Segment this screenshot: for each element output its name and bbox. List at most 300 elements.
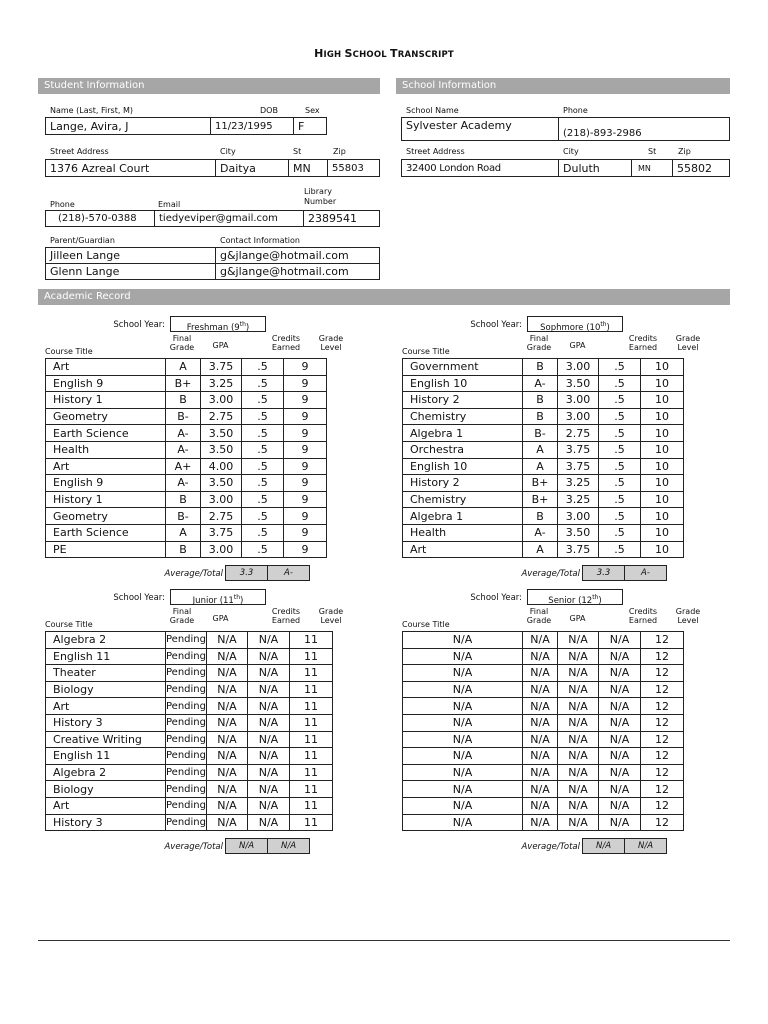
final-grade-cell: A- (166, 425, 201, 442)
course-title-cell: N/A (403, 814, 523, 831)
gpa-cell: 3.50 (558, 524, 599, 541)
table-row (403, 632, 684, 649)
grade-level-cell: 11 (289, 648, 332, 665)
course-title-cell: N/A (403, 698, 523, 715)
guardian-name-2: Glenn Lange (45, 263, 216, 280)
gpa-cell: N/A (206, 781, 247, 798)
table-row (46, 781, 333, 798)
gpa-cell: 3.50 (201, 425, 242, 442)
course-title-cell: Creative Writing (46, 731, 166, 748)
gpa-cell: N/A (558, 714, 599, 731)
grade-level-cell: 12 (641, 764, 684, 781)
table-row (46, 408, 327, 425)
gpa-cell: 3.75 (558, 541, 599, 558)
school-year-label: School Year: (113, 320, 165, 330)
gpa-cell: N/A (206, 731, 247, 748)
guardian-contact-2: g&jlange@hotmail.com (215, 263, 380, 280)
credits-earned-cell: .5 (242, 359, 284, 376)
email-label: Email (158, 200, 181, 209)
grade-level-cell: 9 (284, 392, 327, 409)
final-grade-cell: Pending (166, 648, 207, 665)
credits-earned-cell: N/A (599, 781, 641, 798)
credits-earned-cell: .5 (242, 508, 284, 525)
grade-level-cell: 12 (641, 748, 684, 765)
final-grade-cell: B+ (523, 475, 558, 492)
credits-earned-cell: .5 (599, 541, 641, 558)
school-name-field: Sylvester Academy (401, 117, 559, 141)
sophomore-grades-table (402, 358, 684, 558)
school-street-field: 32400 London Road (401, 159, 559, 177)
final-grade-cell: B (523, 359, 558, 376)
grade-level-cell: 12 (641, 632, 684, 649)
page-title: HIGH SCHOOL TRANSCRIPT (314, 47, 454, 60)
table-row (403, 797, 684, 814)
final-grade-header: Final Grade (526, 334, 552, 352)
school-zip-label: Zip (678, 147, 691, 156)
table-row (46, 441, 327, 458)
grade-level-header: Grade Level (318, 334, 344, 352)
grade-level-cell: 10 (641, 392, 684, 409)
grade-level-header: Grade Level (318, 607, 344, 625)
table-row (46, 731, 333, 748)
grade-level-cell: 11 (289, 632, 332, 649)
table-row (46, 524, 327, 541)
st-field: MN (288, 159, 328, 177)
table-row (46, 375, 327, 392)
gpa-cell: N/A (206, 814, 247, 831)
final-grade-cell: N/A (523, 632, 558, 649)
final-grade-cell: A (523, 541, 558, 558)
gpa-cell: N/A (558, 781, 599, 798)
grade-level-header: Grade Level (675, 607, 701, 625)
senior-year-box: Senior (12th) (527, 589, 623, 605)
gpa-cell: N/A (558, 748, 599, 765)
table-row (403, 698, 684, 715)
grade-level-cell: 9 (284, 425, 327, 442)
credits-earned-cell: .5 (242, 458, 284, 475)
grade-level-cell: 11 (289, 731, 332, 748)
table-row (403, 458, 684, 475)
credits-header: Credits Earned (271, 334, 301, 352)
final-grade-cell: A+ (166, 458, 201, 475)
gpa-cell: 3.50 (201, 475, 242, 492)
student-information-header: Student Information (38, 78, 380, 94)
gpa-cell: N/A (558, 632, 599, 649)
gpa-cell: 3.00 (201, 541, 242, 558)
junior-grades-table (45, 631, 333, 831)
sophomore-avg-grade: A- (624, 565, 667, 581)
table-row (46, 491, 327, 508)
credits-earned-cell: N/A (247, 731, 289, 748)
course-title-cell: Geometry (46, 408, 166, 425)
final-grade-cell: Pending (166, 764, 207, 781)
grade-level-cell: 10 (641, 375, 684, 392)
final-grade-cell: Pending (166, 781, 207, 798)
name-label: Name (Last, First, M) (50, 106, 133, 115)
course-title-cell: Chemistry (403, 408, 523, 425)
grade-level-cell: 10 (641, 458, 684, 475)
freshman-year-box: Freshman (9th) (170, 316, 266, 332)
gpa-cell: 3.00 (201, 392, 242, 409)
credits-header: Credits Earned (628, 334, 658, 352)
library-field: 2389541 (303, 210, 380, 227)
final-grade-cell: B (166, 541, 201, 558)
gpa-cell: N/A (206, 632, 247, 649)
credits-earned-cell: N/A (247, 714, 289, 731)
final-grade-cell: Pending (166, 714, 207, 731)
grade-level-cell: 11 (289, 797, 332, 814)
credits-earned-cell: N/A (599, 648, 641, 665)
table-row (403, 781, 684, 798)
email-field: tiedyeviper@gmail.com (154, 210, 304, 227)
credits-earned-cell: N/A (599, 665, 641, 682)
course-title-cell: History 2 (403, 475, 523, 492)
gpa-cell: N/A (558, 764, 599, 781)
freshman-avg-grade: A- (267, 565, 310, 581)
grade-level-cell: 9 (284, 458, 327, 475)
final-grade-cell: A- (166, 475, 201, 492)
course-title-cell: History 1 (46, 392, 166, 409)
course-title-cell: Earth Science (46, 524, 166, 541)
table-row (403, 392, 684, 409)
table-row (46, 458, 327, 475)
table-row (46, 475, 327, 492)
school-phone-label: Phone (563, 106, 588, 115)
course-title-cell: English 11 (46, 648, 166, 665)
table-row (403, 508, 684, 525)
phone-label: Phone (50, 200, 75, 209)
final-grade-cell: B (523, 392, 558, 409)
final-grade-cell: Pending (166, 814, 207, 831)
gpa-cell: 4.00 (201, 458, 242, 475)
course-title-cell: Algebra 1 (403, 425, 523, 442)
table-row (403, 425, 684, 442)
grade-level-cell: 12 (641, 731, 684, 748)
grade-level-cell: 11 (289, 665, 332, 682)
final-grade-cell: A (166, 359, 201, 376)
gpa-header: GPA (212, 341, 229, 350)
final-grade-header: Final Grade (169, 334, 195, 352)
school-st-label: St (648, 147, 657, 156)
final-grade-cell: Pending (166, 797, 207, 814)
credits-earned-cell: .5 (242, 375, 284, 392)
gpa-cell: 3.25 (558, 491, 599, 508)
course-title-cell: English 10 (403, 458, 523, 475)
final-grade-cell: A- (523, 375, 558, 392)
credits-earned-cell: N/A (247, 797, 289, 814)
gpa-cell: N/A (558, 698, 599, 715)
course-title-cell: N/A (403, 748, 523, 765)
guardian-label: Parent/Guardian (50, 236, 115, 245)
credits-earned-cell: .5 (242, 491, 284, 508)
grade-level-cell: 10 (641, 508, 684, 525)
credits-earned-cell: N/A (247, 698, 289, 715)
gpa-cell: 3.75 (201, 359, 242, 376)
credits-earned-cell: .5 (242, 524, 284, 541)
credits-earned-cell: .5 (242, 541, 284, 558)
library-label: Library Number (304, 187, 337, 206)
course-title-cell: N/A (403, 681, 523, 698)
credits-earned-cell: N/A (247, 648, 289, 665)
grade-level-cell: 9 (284, 375, 327, 392)
final-grade-cell: A (523, 458, 558, 475)
gpa-cell: 3.50 (201, 441, 242, 458)
grade-level-cell: 11 (289, 681, 332, 698)
grade-level-cell: 9 (284, 508, 327, 525)
credits-earned-cell: N/A (247, 781, 289, 798)
credits-earned-cell: .5 (599, 425, 641, 442)
final-grade-cell: N/A (523, 781, 558, 798)
grade-level-cell: 10 (641, 524, 684, 541)
school-year-label: School Year: (113, 593, 165, 603)
final-grade-cell: A (166, 524, 201, 541)
gpa-cell: 3.25 (558, 475, 599, 492)
zip-label: Zip (333, 147, 346, 156)
credits-earned-cell: N/A (599, 731, 641, 748)
course-title-cell: Algebra 1 (403, 508, 523, 525)
course-title-cell: Theater (46, 665, 166, 682)
grade-level-cell: 12 (641, 797, 684, 814)
course-title-cell: Government (403, 359, 523, 376)
course-title-cell: English 9 (46, 375, 166, 392)
credits-earned-cell: .5 (242, 441, 284, 458)
credits-earned-cell: N/A (247, 748, 289, 765)
course-title-cell: PE (46, 541, 166, 558)
credits-earned-cell: N/A (247, 665, 289, 682)
school-zip-field: 55802 (672, 159, 730, 177)
table-row (403, 491, 684, 508)
final-grade-cell: N/A (523, 764, 558, 781)
table-row (403, 731, 684, 748)
course-title-cell: Chemistry (403, 491, 523, 508)
gpa-cell: N/A (558, 681, 599, 698)
st-label: St (293, 147, 302, 156)
course-title-cell: Art (46, 359, 166, 376)
junior-avg-gpa: N/A (225, 838, 268, 854)
credits-earned-cell: .5 (599, 491, 641, 508)
table-row (46, 714, 333, 731)
gpa-cell: N/A (558, 648, 599, 665)
average-total-label: Average/Total (164, 842, 223, 852)
grade-level-cell: 11 (289, 814, 332, 831)
grade-level-cell: 10 (641, 425, 684, 442)
table-row (403, 441, 684, 458)
final-grade-cell: B+ (166, 375, 201, 392)
course-title-header: Course Title (402, 347, 450, 356)
final-grade-cell: Pending (166, 632, 207, 649)
course-title-cell: English 9 (46, 475, 166, 492)
gpa-cell: 2.75 (201, 408, 242, 425)
grade-level-cell: 12 (641, 648, 684, 665)
freshman-grades-table (45, 358, 327, 558)
table-row (46, 359, 327, 376)
grade-level-cell: 9 (284, 408, 327, 425)
gpa-cell: N/A (206, 648, 247, 665)
course-title-cell: English 10 (403, 375, 523, 392)
school-information-header: School Information (396, 78, 730, 94)
grade-level-cell: 10 (641, 475, 684, 492)
course-title-cell: History 3 (46, 714, 166, 731)
final-grade-cell: Pending (166, 665, 207, 682)
course-title-cell: N/A (403, 731, 523, 748)
final-grade-cell: N/A (523, 748, 558, 765)
school-phone-field: (218)-893-2986 (558, 117, 730, 141)
grade-level-cell: 10 (641, 541, 684, 558)
table-row (403, 764, 684, 781)
name-field: Lange, Avira, J (45, 117, 211, 135)
course-title-cell: History 2 (403, 392, 523, 409)
credits-earned-cell: .5 (242, 425, 284, 442)
course-title-cell: Earth Science (46, 425, 166, 442)
gpa-cell: 3.25 (201, 375, 242, 392)
course-title-cell: N/A (403, 632, 523, 649)
gpa-cell: 3.50 (558, 375, 599, 392)
table-row (403, 475, 684, 492)
table-row (403, 681, 684, 698)
final-grade-cell: B- (523, 425, 558, 442)
credits-earned-cell: N/A (247, 632, 289, 649)
school-st-field: MN (631, 159, 673, 177)
table-row (403, 359, 684, 376)
guardian-contact-1: g&jlange@hotmail.com (215, 247, 380, 264)
course-title-cell: N/A (403, 797, 523, 814)
junior-avg-grade: N/A (267, 838, 310, 854)
course-title-cell: N/A (403, 764, 523, 781)
average-total-label: Average/Total (164, 569, 223, 579)
course-title-cell: History 1 (46, 491, 166, 508)
freshman-avg-gpa: 3.3 (225, 565, 268, 581)
table-row (403, 648, 684, 665)
credits-earned-cell: .5 (599, 408, 641, 425)
school-city-label: City (563, 147, 579, 156)
course-title-cell: N/A (403, 714, 523, 731)
table-row (403, 541, 684, 558)
table-row (46, 541, 327, 558)
dob-label: DOB (260, 106, 278, 115)
senior-grades-table (402, 631, 684, 831)
gpa-cell: N/A (206, 748, 247, 765)
grade-level-cell: 12 (641, 681, 684, 698)
course-title-cell: Art (403, 541, 523, 558)
final-grade-cell: N/A (523, 797, 558, 814)
grade-level-cell: 12 (641, 714, 684, 731)
table-row (403, 524, 684, 541)
gpa-cell: N/A (558, 665, 599, 682)
final-grade-cell: N/A (523, 714, 558, 731)
course-title-cell: Health (46, 441, 166, 458)
course-title-cell: Health (403, 524, 523, 541)
course-title-cell: N/A (403, 781, 523, 798)
table-row (46, 425, 327, 442)
gpa-cell: 2.75 (558, 425, 599, 442)
final-grade-cell: Pending (166, 748, 207, 765)
final-grade-cell: Pending (166, 681, 207, 698)
junior-year-box: Junior (11th) (170, 589, 266, 605)
academic-record-header: Academic Record (38, 289, 730, 305)
grade-level-cell: 12 (641, 665, 684, 682)
credits-earned-cell: N/A (247, 764, 289, 781)
gpa-cell: 3.00 (558, 359, 599, 376)
table-row (403, 375, 684, 392)
gpa-cell: 3.00 (558, 408, 599, 425)
course-title-cell: Algebra 2 (46, 764, 166, 781)
grade-level-cell: 10 (641, 359, 684, 376)
grade-level-cell: 12 (641, 781, 684, 798)
grade-level-cell: 10 (641, 408, 684, 425)
credits-earned-cell: .5 (599, 392, 641, 409)
gpa-header: GPA (569, 341, 586, 350)
final-grade-cell: N/A (523, 665, 558, 682)
gpa-cell: N/A (206, 797, 247, 814)
final-grade-cell: B- (166, 408, 201, 425)
grade-level-cell: 9 (284, 491, 327, 508)
course-title-cell: Orchestra (403, 441, 523, 458)
table-row (46, 797, 333, 814)
course-title-cell: English 11 (46, 748, 166, 765)
zip-field: 55803 (327, 159, 380, 177)
credits-earned-cell: .5 (242, 392, 284, 409)
grade-level-cell: 11 (289, 764, 332, 781)
final-grade-cell: B+ (523, 491, 558, 508)
gpa-cell: N/A (558, 797, 599, 814)
table-row (46, 764, 333, 781)
final-grade-cell: A (523, 441, 558, 458)
gpa-cell: 2.75 (201, 508, 242, 525)
street-field: 1376 Azreal Court (45, 159, 216, 177)
credits-earned-cell: N/A (599, 681, 641, 698)
course-title-header: Course Title (402, 620, 450, 629)
school-year-label: School Year: (470, 320, 522, 330)
credits-earned-cell: N/A (599, 764, 641, 781)
grade-level-cell: 10 (641, 441, 684, 458)
credits-header: Credits Earned (628, 607, 658, 625)
course-title-cell: Biology (46, 781, 166, 798)
final-grade-cell: A- (166, 441, 201, 458)
credits-earned-cell: N/A (599, 632, 641, 649)
gpa-cell: N/A (206, 764, 247, 781)
credits-earned-cell: N/A (599, 748, 641, 765)
course-title-cell: Art (46, 698, 166, 715)
course-title-cell: Biology (46, 681, 166, 698)
credits-earned-cell: N/A (599, 814, 641, 831)
credits-earned-cell: .5 (599, 475, 641, 492)
grade-level-cell: 11 (289, 714, 332, 731)
average-total-label: Average/Total (521, 569, 580, 579)
school-street-label: Street Address (406, 147, 465, 156)
gpa-cell: 3.00 (558, 392, 599, 409)
credits-earned-cell: .5 (242, 475, 284, 492)
table-row (403, 408, 684, 425)
final-grade-cell: B (166, 491, 201, 508)
grade-level-cell: 11 (289, 781, 332, 798)
school-name-label: School Name (406, 106, 459, 115)
course-title-cell: Art (46, 458, 166, 475)
grade-level-cell: 10 (641, 491, 684, 508)
grade-level-cell: 9 (284, 541, 327, 558)
gpa-cell: 3.00 (201, 491, 242, 508)
gpa-cell: 3.75 (558, 458, 599, 475)
footer-divider (38, 940, 730, 941)
course-title-cell: Geometry (46, 508, 166, 525)
gpa-header: GPA (569, 614, 586, 623)
final-grade-cell: B (523, 408, 558, 425)
gpa-cell: N/A (558, 731, 599, 748)
credits-earned-cell: N/A (599, 714, 641, 731)
grade-level-cell: 9 (284, 441, 327, 458)
gpa-cell: N/A (206, 714, 247, 731)
course-title-cell: N/A (403, 648, 523, 665)
average-total-label: Average/Total (521, 842, 580, 852)
